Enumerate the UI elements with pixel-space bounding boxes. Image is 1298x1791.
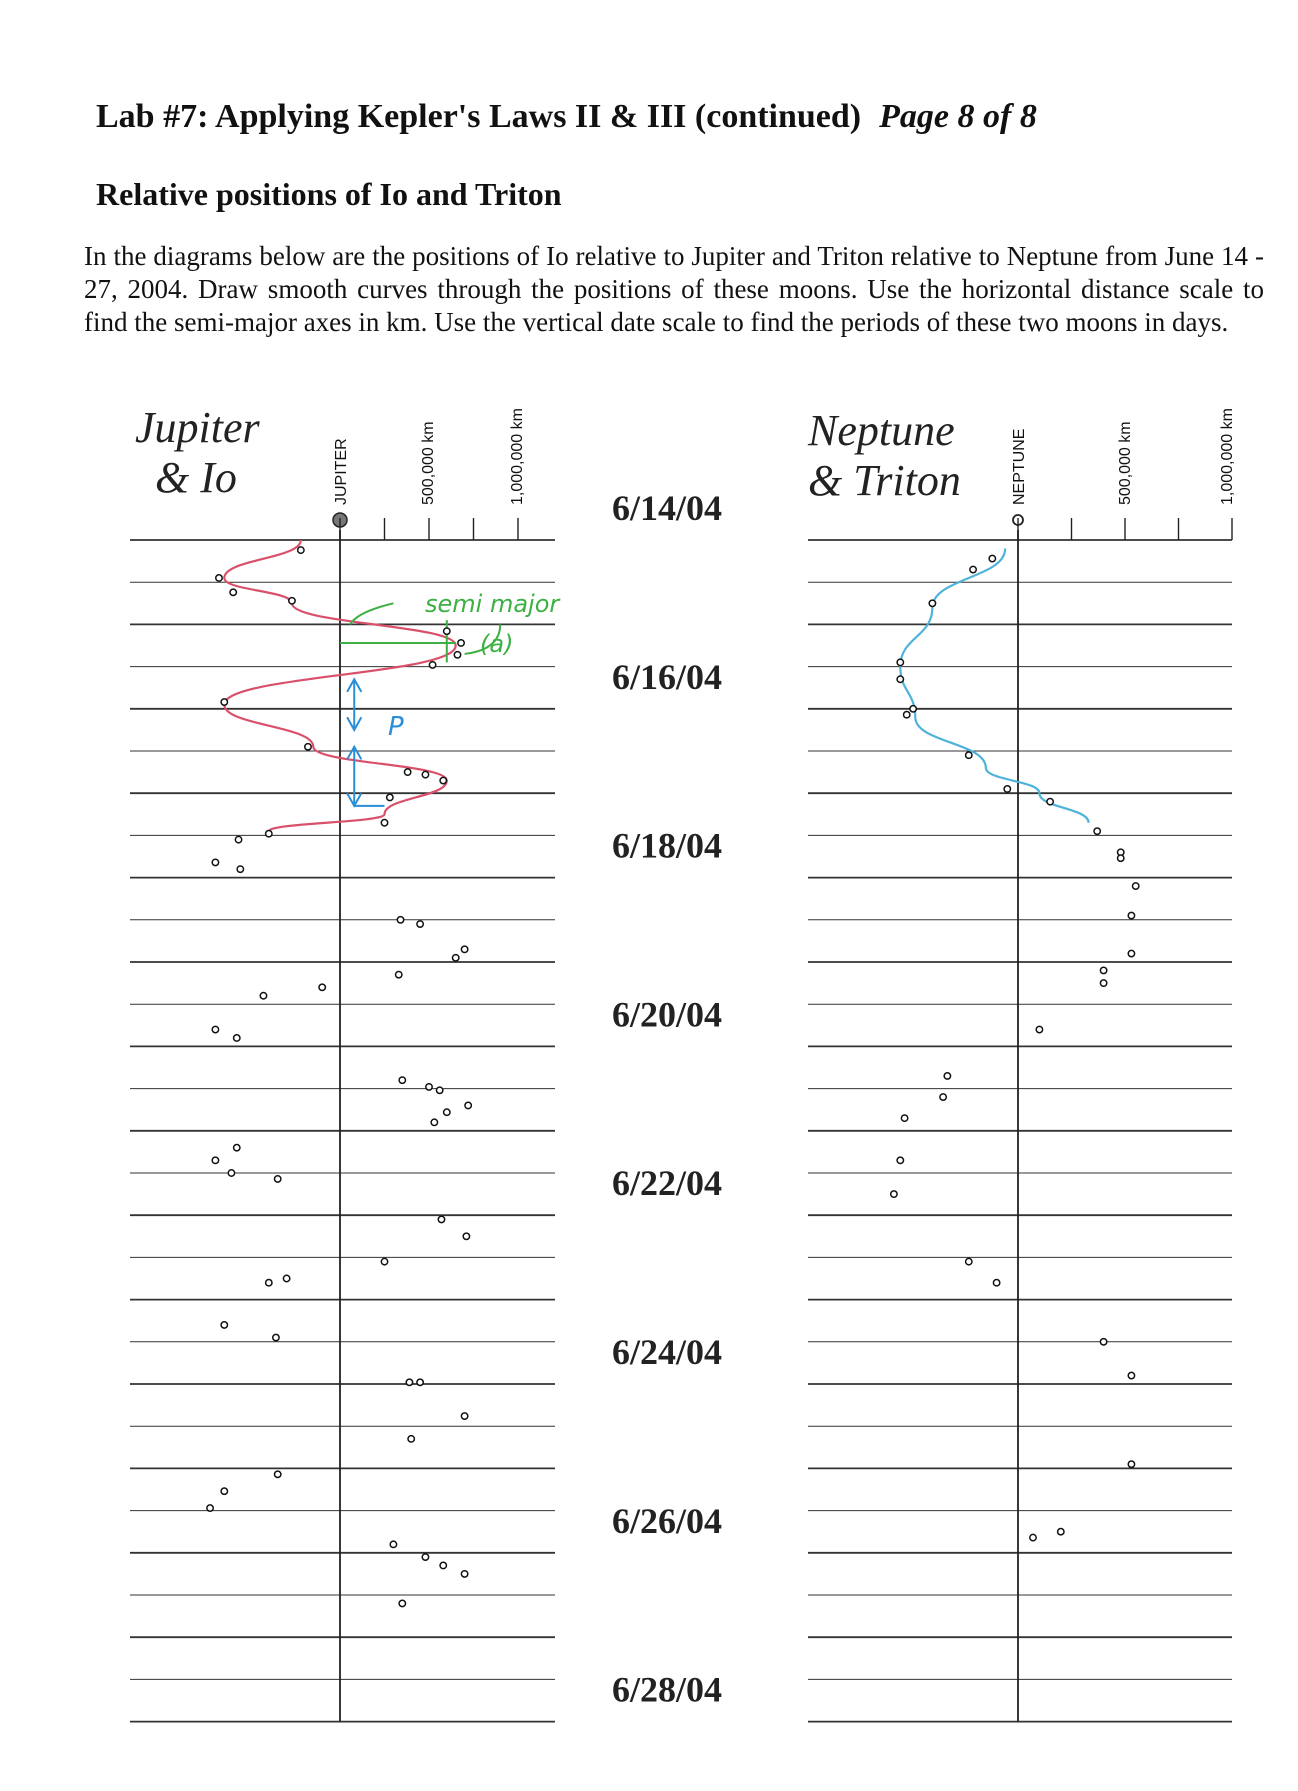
- date-scale: [612, 488, 722, 1710]
- jupiter-scale-1000k: 1,000,000 km: [509, 408, 526, 505]
- io-position-point: [305, 744, 311, 750]
- triton-position-point: [1100, 967, 1106, 973]
- lab-title: Lab #7: Applying Kepler's Laws II & III (continued): [96, 98, 862, 135]
- date-label: 6/16/04: [612, 656, 723, 697]
- period-arrow-2: [347, 747, 384, 806]
- io-position-point: [399, 1600, 405, 1606]
- io-position-point: [463, 1233, 469, 1239]
- date-label: 6/28/04: [612, 1669, 723, 1710]
- io-position-point: [283, 1275, 289, 1281]
- io-position-point: [453, 955, 459, 961]
- triton-position-point: [897, 676, 903, 682]
- page-indicator: Page 8 of 8: [879, 98, 1037, 135]
- io-position-point: [289, 598, 295, 604]
- io-position-point: [235, 836, 241, 842]
- triton-position-point: [1100, 980, 1106, 986]
- io-position-point: [461, 1571, 467, 1577]
- io-position-point: [422, 1554, 428, 1560]
- io-position-point: [275, 1176, 281, 1182]
- triton-position-point: [970, 566, 976, 572]
- io-position-point: [417, 921, 423, 927]
- neptune-panel-title-line1: Neptune: [808, 406, 955, 455]
- triton-position-point: [1030, 1534, 1036, 1540]
- date-label: 6/20/04: [612, 994, 723, 1035]
- jupiter-axis-label: JUPITER: [333, 438, 350, 505]
- neptune-scale-1000k: 1,000,000 km: [1219, 408, 1236, 505]
- io-position-point: [429, 662, 435, 668]
- io-position-point: [212, 1157, 218, 1163]
- io-position-point: [396, 971, 402, 977]
- io-position-point: [275, 1471, 281, 1477]
- io-position-point: [444, 628, 450, 634]
- io-position-point: [440, 1562, 446, 1568]
- io-position-point: [298, 547, 304, 553]
- triton-position-point: [904, 712, 910, 718]
- date-label: 6/14/04: [612, 488, 723, 528]
- date-label: 6/22/04: [612, 1163, 723, 1204]
- io-position-point: [438, 1216, 444, 1222]
- triton-position-point: [1128, 950, 1134, 956]
- hand-annotations: [340, 590, 561, 806]
- triton-position-point: [989, 555, 995, 561]
- triton-position-point: [1047, 798, 1053, 804]
- triton-position-point: [940, 1094, 946, 1100]
- io-position-point: [426, 1084, 432, 1090]
- io-position-point: [221, 1322, 227, 1328]
- io-position-point: [260, 993, 266, 999]
- io-position-point: [216, 575, 222, 581]
- io-position-point: [461, 946, 467, 952]
- neptune-panel-title-line2: & Triton: [808, 456, 961, 505]
- triton-position-point: [897, 1157, 903, 1163]
- io-position-point: [234, 1035, 240, 1041]
- triton-position-point: [910, 706, 916, 712]
- io-position-point: [422, 771, 428, 777]
- triton-position-point: [897, 659, 903, 665]
- triton-position-point: [929, 600, 935, 606]
- io-position-point: [387, 794, 393, 800]
- io-position-point: [440, 777, 446, 783]
- triton-position-point: [1036, 1026, 1042, 1032]
- triton-position-point: [1118, 855, 1124, 861]
- triton-position-point: [1128, 1372, 1134, 1378]
- io-position-point: [454, 652, 460, 658]
- instructions-paragraph: In the diagrams below are the positions of Io relative to Jupiter and Triton relative to Neptune from June 14 - 27, 2004. Draw smooth curves through the positions of these moons. Use the horizontal distance scale to find the semi-major axes in km. Use the vertical date scale to find the periods of these two moons in days.: [84, 241, 1264, 337]
- io-position-point: [381, 1258, 387, 1264]
- io-position-point: [319, 984, 325, 990]
- io-position-point: [408, 1436, 414, 1442]
- io-position-point: [228, 1170, 234, 1176]
- triton-position-point: [1058, 1529, 1064, 1535]
- jupiter-panel-title-line1: Jupiter: [135, 403, 260, 452]
- triton-orbit-curve: [900, 548, 1088, 822]
- grid-lines: [130, 518, 1232, 1722]
- io-position-point: [221, 1488, 227, 1494]
- io-position-point: [390, 1541, 396, 1547]
- io-position-point: [406, 1379, 412, 1385]
- jupiter-scale-500k: 500,000 km: [420, 421, 437, 505]
- jupiter-panel-title-line2: & Io: [155, 453, 237, 502]
- io-position-point: [221, 699, 227, 705]
- io-position-point: [266, 831, 272, 837]
- io-position-point: [444, 1109, 450, 1115]
- io-position-point: [266, 1280, 272, 1286]
- io-position-point: [465, 1102, 471, 1108]
- triton-position-point: [901, 1115, 907, 1121]
- io-position-point: [207, 1505, 213, 1511]
- io-position-point: [234, 1144, 240, 1150]
- neptune-scale-500k: 500,000 km: [1117, 421, 1134, 505]
- triton-position-point: [944, 1073, 950, 1079]
- io-position-point: [212, 1026, 218, 1032]
- io-position-point: [397, 917, 403, 923]
- io-position-point: [404, 769, 410, 775]
- io-position-point: [273, 1334, 279, 1340]
- moon-positions: [207, 547, 1139, 1607]
- triton-position-point: [966, 1258, 972, 1264]
- triton-position-point: [891, 1191, 897, 1197]
- period-arrow-1: [347, 679, 361, 730]
- io-position-point: [417, 1379, 423, 1385]
- neptune-axis-label: NEPTUNE: [1011, 428, 1028, 505]
- triton-position-point: [1004, 786, 1010, 792]
- io-position-point: [458, 640, 464, 646]
- triton-position-point: [966, 752, 972, 758]
- io-position-point: [436, 1087, 442, 1093]
- annotation-a: (a): [480, 630, 514, 658]
- triton-position-point: [1094, 828, 1100, 834]
- io-position-point: [381, 820, 387, 826]
- date-label: 6/18/04: [612, 825, 723, 866]
- triton-position-point: [1128, 912, 1134, 918]
- io-position-point: [212, 859, 218, 865]
- triton-position-point: [1128, 1461, 1134, 1467]
- triton-position-point: [1133, 883, 1139, 889]
- io-position-point: [431, 1119, 437, 1125]
- io-position-point: [230, 589, 236, 595]
- io-position-point: [399, 1077, 405, 1083]
- date-label: 6/26/04: [612, 1500, 723, 1541]
- io-position-point: [237, 866, 243, 872]
- triton-position-point: [1100, 1339, 1106, 1345]
- date-label: 6/24/04: [612, 1332, 723, 1372]
- annotation-semi-major: semi major: [425, 590, 560, 618]
- annotation-period-p: P: [388, 712, 404, 742]
- section-subtitle: Relative positions of Io and Triton: [96, 176, 562, 212]
- triton-position-point: [993, 1280, 999, 1286]
- io-position-point: [461, 1413, 467, 1419]
